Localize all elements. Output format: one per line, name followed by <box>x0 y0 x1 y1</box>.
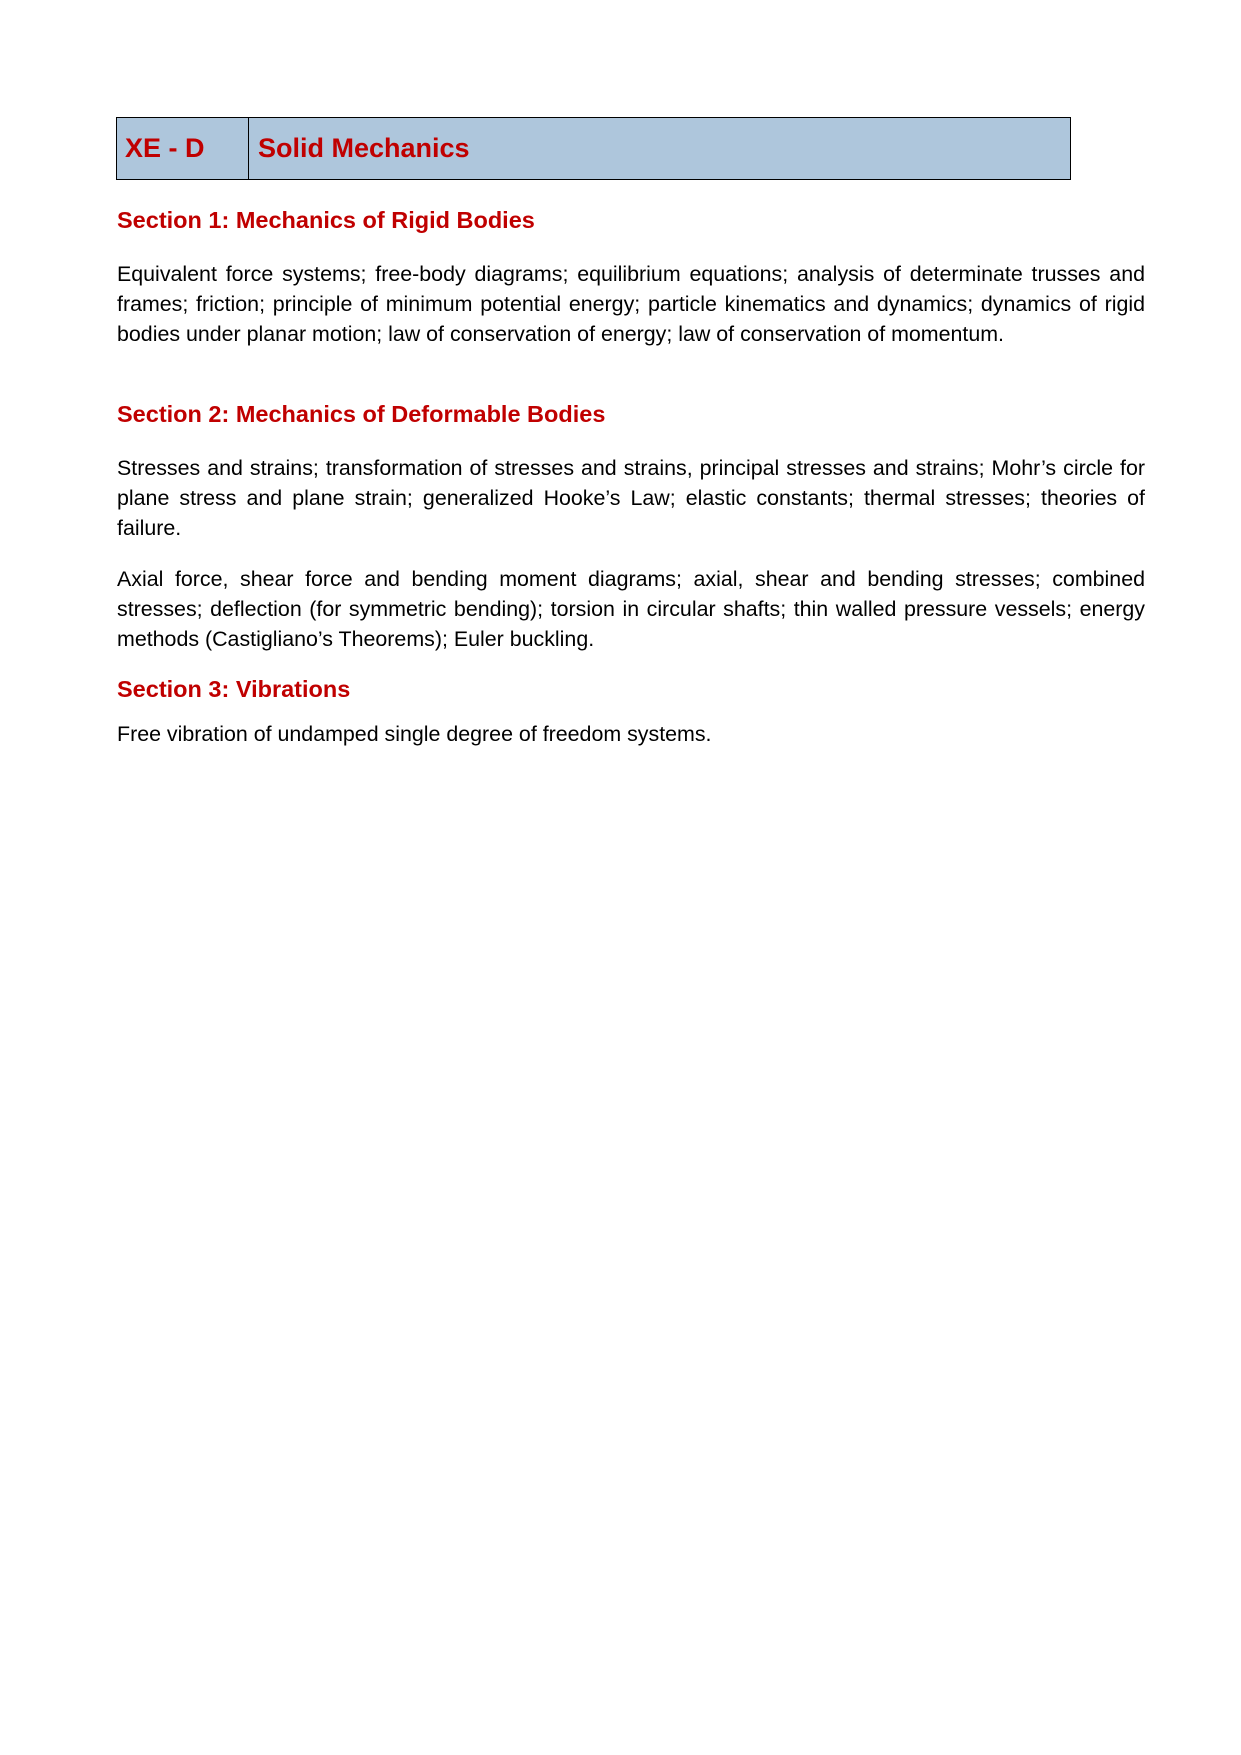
section-1-paragraph-1: Equivalent force systems; free-body diagrams; equilibrium equations; analysis of determinate trusses and frames; friction; principle of minimum potential energy; particle kinematics and dynamics; dynamics of rigid bodies under planar motion; law of conservation of energy; law of conservation of momentum. <box>117 262 1145 346</box>
section-2-paragraph-1: Stresses and strains; transformation of stresses and strains, principal stresses and strains; Mohr’s circle for plane stress and plane strain; generalized Hooke’s Law; elastic constants; thermal stresses; theories of failure. <box>117 456 1145 540</box>
section-3-heading: Section 3: Vibrations <box>117 676 351 702</box>
section-1-heading: Section 1: Mechanics of Rigid Bodies <box>117 207 535 233</box>
section-2-heading: Section 2: Mechanics of Deformable Bodies <box>117 401 606 427</box>
subject-code: XE - D <box>117 118 249 179</box>
section-3-paragraph-1: Free vibration of undamped single degree of freedom systems. <box>117 722 712 746</box>
subject-title: Solid Mechanics <box>258 133 470 163</box>
subject-header-table <box>116 117 1071 180</box>
section-2-paragraph-2: Axial force, shear force and bending moment diagrams; axial, shear and bending stresses; combined stresses; deflection (for symmetric bending); torsion in circular shafts; thin walled pressure vessels; energy methods (Castigliano’s Theorems); Euler buckling. <box>117 567 1145 651</box>
